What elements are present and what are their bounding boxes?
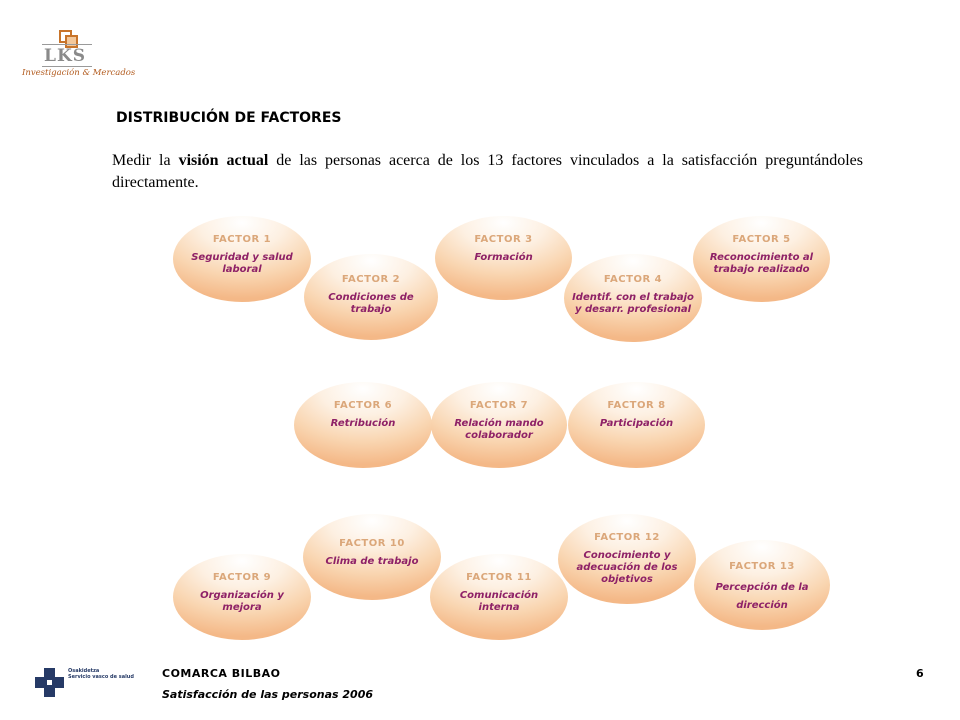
factor-name: Formación [474,252,533,263]
factor-number: FACTOR 10 [339,538,405,549]
factor-5 [693,216,830,302]
factor-number: FACTOR 8 [607,400,666,411]
intro-text-start: Medir la [112,152,179,169]
logo-tagline: Investigación & Mercados [22,68,136,78]
factor-name: Percepción de la dirección [715,582,809,611]
factor-name: Identif. con el trabajo y desarr. profesional [572,292,694,315]
factor-3 [435,216,572,300]
factor-number: FACTOR 11 [466,572,532,583]
intro-emphasis: visión actual [178,152,269,169]
factor-11 [430,554,568,640]
factor-name: Condiciones de trabajo [328,292,414,315]
factor-number: FACTOR 2 [341,274,401,285]
factor-name: Clima de trabajo [325,556,419,567]
factor-number: FACTOR 13 [729,561,795,572]
page-title: DISTRIBUCIÓN DE FACTORES [116,110,342,126]
factor-8 [568,382,705,468]
factor-10 [303,514,441,600]
logo-rule [42,66,92,67]
factor-number: FACTOR 4 [603,274,663,285]
org-name: Osakidetza [68,668,100,674]
factor-13 [694,540,830,630]
factor-number: FACTOR 3 [474,234,533,245]
page-number: 6 [916,667,924,680]
factor-9 [173,554,311,640]
factor-12 [558,514,696,604]
factor-number: FACTOR 1 [212,234,272,245]
factor-6 [294,382,432,468]
org-subtitle: Servicio vasco de salud [68,674,134,680]
factor-number: FACTOR 7 [469,400,529,411]
logo-rule [42,44,92,45]
factor-name: Relación mando colaborador [454,418,544,441]
factor-name: Retribución [330,418,396,429]
factor-7 [431,382,567,468]
factor-name: Participación [599,418,674,429]
factor-number: FACTOR 6 [333,400,393,411]
footer-title: COMARCA BILBAO [162,667,281,680]
factor-name: Conocimiento y adecuación de los objetivos [576,550,678,585]
footer-subtitle: Satisfacción de las personas 2006 [162,688,374,701]
factor-name: Reconocimiento al trabajo realizado [709,252,814,275]
factor-number: FACTOR 9 [212,572,272,583]
intro-text-end: de las personas acerca de los 13 factores vinculados a la satisfacción preguntándoles directamente. [112,152,864,191]
intro-paragraph [112,150,863,194]
lks-logo [22,30,136,86]
factor-4 [564,254,702,342]
factor-2 [304,254,438,340]
factor-number: FACTOR 12 [594,532,660,543]
factor-name: Seguridad y salud laboral [191,252,293,275]
factor-1 [173,216,311,302]
factor-name: Organización y mejora [200,590,284,613]
cross-center [47,680,52,685]
factor-number: FACTOR 5 [732,234,791,245]
factor-name: Comunicación interna [459,590,539,613]
osakidetza-logo [32,664,132,700]
logo-name: LKS [44,46,87,66]
